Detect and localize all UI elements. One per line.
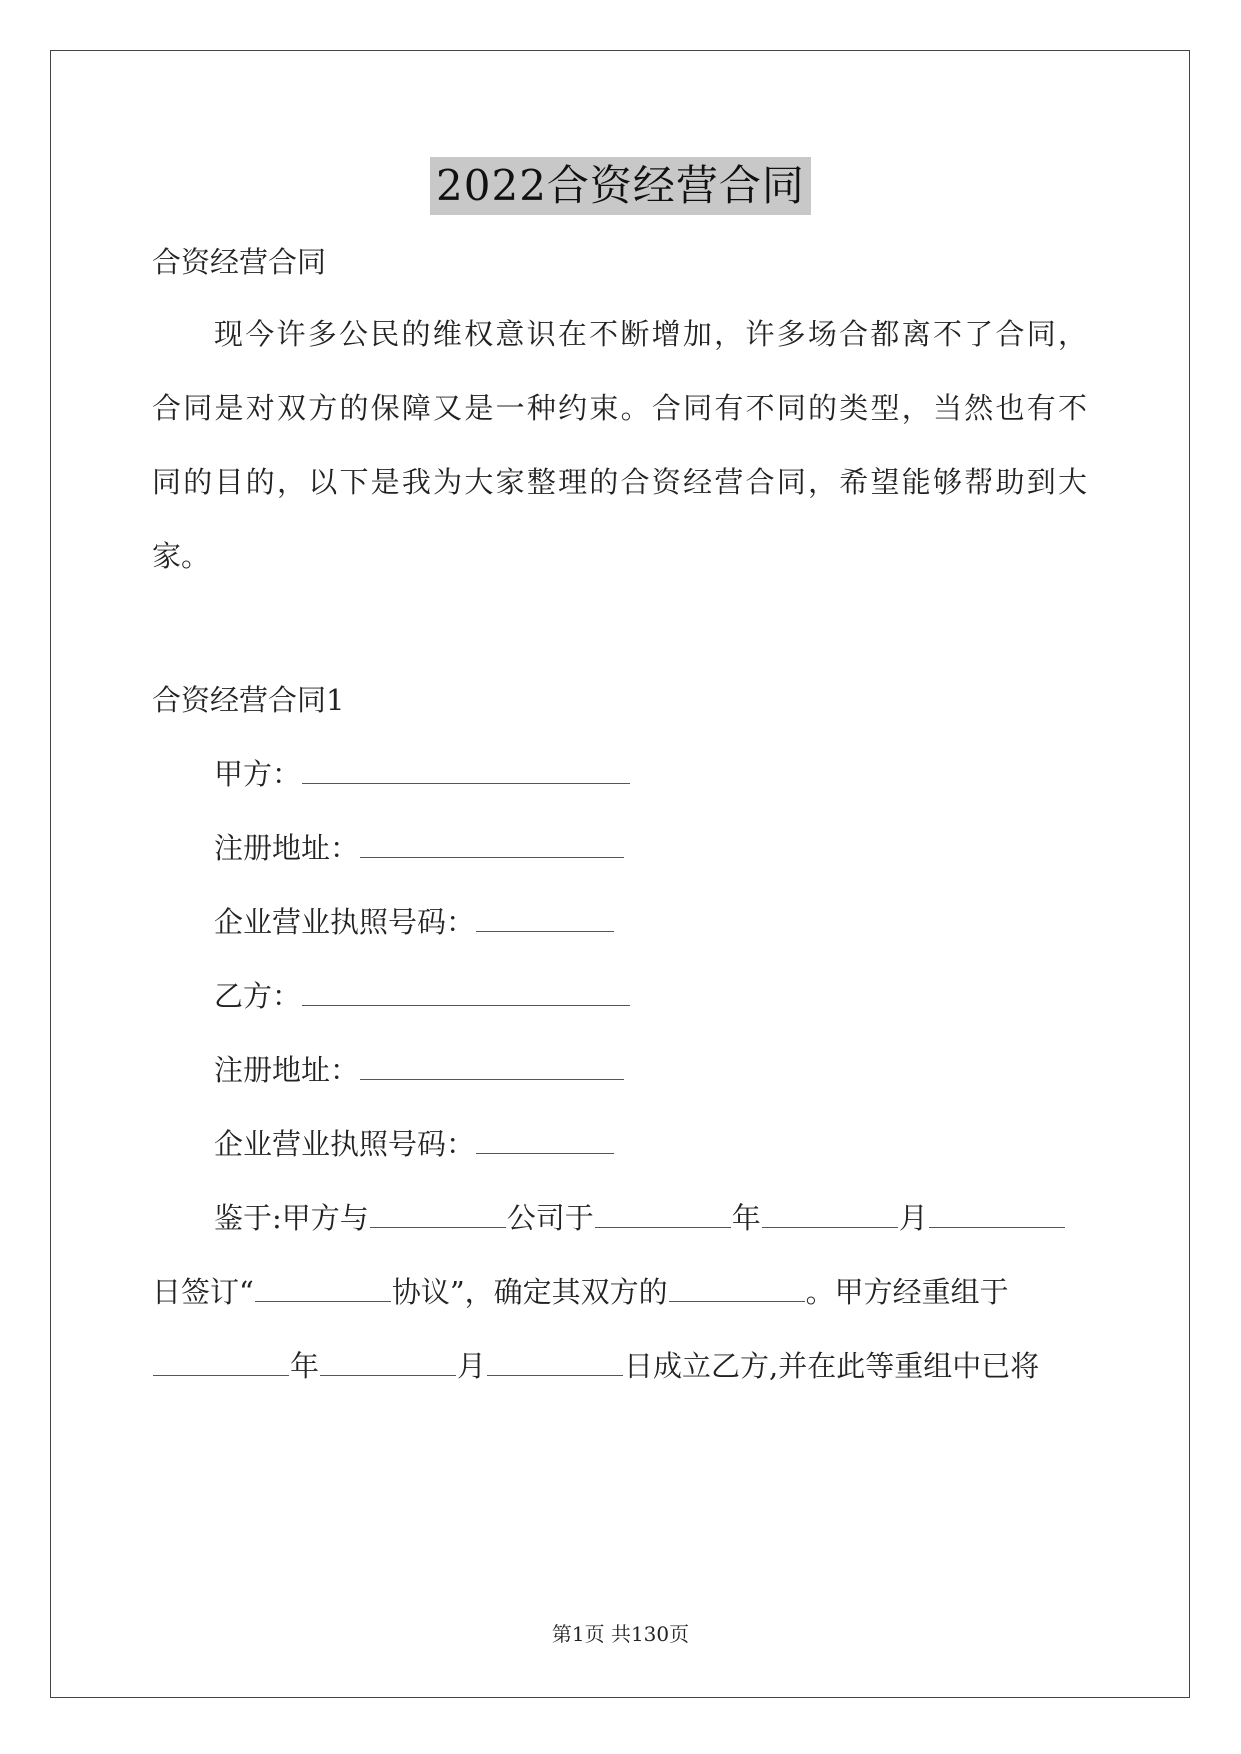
year-blank-2[interactable] <box>153 1349 289 1376</box>
whereas-text: 日签订“ <box>152 1275 254 1309</box>
page-footer: 第1页 共130页 <box>551 1622 690 1646</box>
relation-blank[interactable] <box>669 1275 805 1302</box>
license-b-blank[interactable] <box>476 1127 614 1154</box>
reg-addr-a-blank[interactable] <box>360 831 624 858</box>
intro-line-4: 家。 <box>152 539 211 573</box>
agreement-blank[interactable] <box>255 1275 391 1302</box>
reg-addr-a-field <box>214 826 625 867</box>
license-b-field <box>214 1122 615 1163</box>
whereas-line-2 <box>152 1270 1009 1311</box>
whereas-text: 公司于 <box>506 1201 594 1235</box>
whereas-text: 。甲方经重组于 <box>805 1275 1009 1309</box>
month-blank-2[interactable] <box>320 1349 456 1376</box>
party-b-blank[interactable] <box>302 979 630 1006</box>
whereas-line-3 <box>152 1344 1039 1385</box>
document-title: 2022合资经营合同 <box>430 157 811 215</box>
whereas-text: 年 <box>731 1201 761 1235</box>
page-border <box>50 50 1190 1698</box>
title-container <box>0 157 1241 215</box>
intro-line-3: 同的目的，以下是我为大家整理的合资经营合同，希望能够帮助到大 <box>152 465 1087 499</box>
whereas-text: 年 <box>290 1349 320 1383</box>
party-a-blank[interactable] <box>302 757 630 784</box>
license-a-blank[interactable] <box>476 905 614 932</box>
reg-addr-b-blank[interactable] <box>360 1053 624 1080</box>
reg-addr-b-label: 注册地址： <box>214 1053 360 1087</box>
license-a-label: 企业营业执照号码： <box>214 905 476 939</box>
intro-line-2: 合同是对双方的保障又是一种约束。合同有不同的类型，当然也有不 <box>152 391 1087 425</box>
year-blank[interactable] <box>595 1201 731 1228</box>
whereas-line-1 <box>214 1196 1066 1237</box>
license-b-label: 企业营业执照号码： <box>214 1127 476 1161</box>
party-b-label: 乙方： <box>214 979 302 1013</box>
license-a-field <box>214 900 615 941</box>
intro-line-1: 现今许多公民的维权意识在不断增加，许多场合都离不了合同， <box>214 317 1087 351</box>
whereas-text: 鉴于:甲方与 <box>214 1201 369 1235</box>
day-blank-2[interactable] <box>487 1349 623 1376</box>
party-b-field <box>214 974 631 1015</box>
reg-addr-b-field <box>214 1048 625 1089</box>
whereas-text: 月 <box>457 1349 487 1383</box>
party-a-field <box>214 752 631 793</box>
day-blank[interactable] <box>929 1201 1065 1228</box>
party-a-label: 甲方： <box>214 757 302 791</box>
month-blank[interactable] <box>762 1201 898 1228</box>
whereas-text: 月 <box>898 1201 928 1235</box>
section-heading: 合资经营合同1 <box>152 683 345 717</box>
whereas-text: 协议”，确定其双方的 <box>391 1275 668 1309</box>
reg-addr-a-label: 注册地址： <box>214 831 360 865</box>
whereas-text: 日成立乙方,并在此等重组中已将 <box>624 1349 1040 1383</box>
company-blank[interactable] <box>370 1201 506 1228</box>
subtitle: 合资经营合同 <box>152 245 327 279</box>
